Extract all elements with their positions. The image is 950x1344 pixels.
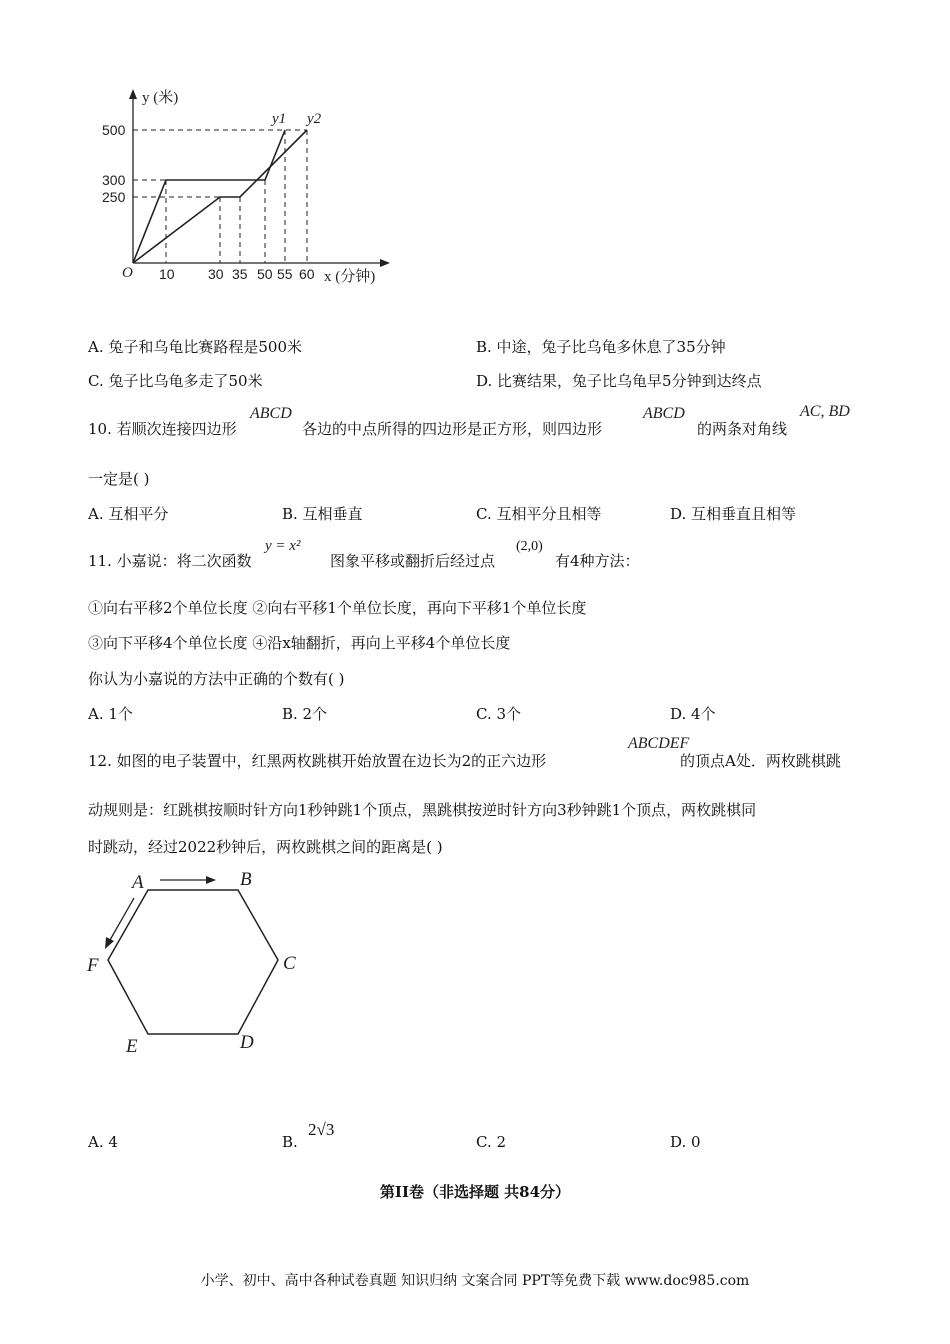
q10-option-b: B. 互相垂直 xyxy=(282,505,363,523)
vertex-d: D xyxy=(240,1032,254,1053)
q10-option-a: A. 互相平分 xyxy=(88,505,169,523)
vertex-c: C xyxy=(283,953,296,974)
arrow-down-left-icon xyxy=(105,937,114,949)
y2-label: y2 xyxy=(307,111,322,127)
footer-text: 小学、初中、高中各种试卷真题 知识归纳 文案合同 PPT等免费下载 www.doc985.com xyxy=(200,1273,750,1289)
q10-line-2: 一定是( ) xyxy=(88,470,150,488)
q12-line-3: 时跳动，经过2022秒钟后，两枚跳棋之间的距离是( ) xyxy=(88,838,443,856)
q11-method-line-2: ③向下平移4个单位长度 ④沿x轴翻折，再向上平移4个单位长度 xyxy=(88,634,511,652)
xtick-30: 30 xyxy=(208,266,224,282)
q11-question: 你认为小嘉说的方法中正确的个数有( ) xyxy=(88,670,345,688)
vertex-a: A xyxy=(132,872,144,893)
q12-option-d: D. 0 xyxy=(670,1133,701,1151)
vertex-f: F xyxy=(87,955,99,976)
q12-option-a: A. 4 xyxy=(88,1133,118,1151)
q11-text-2: 图象平移或翻折后经过点 xyxy=(330,552,496,570)
q9-option-b: B. 中途，兔子比乌龟多休息了35分钟 xyxy=(476,338,726,356)
x-axis-label: x (分钟) xyxy=(324,269,376,285)
ytick-250: 250 xyxy=(102,189,126,205)
q12-math-hexagon: ABCDEF xyxy=(628,735,690,752)
section-title: 第II卷（非选择题 共84分） xyxy=(379,1183,571,1201)
q12-option-b-value: 2√3 xyxy=(308,1120,335,1139)
xtick-35: 35 xyxy=(232,266,248,282)
xtick-50: 50 xyxy=(257,266,273,282)
origin-label: O xyxy=(122,265,133,281)
q10-option-c: C. 互相平分且相等 xyxy=(476,505,602,523)
q10-math-abcd-1: ABCD xyxy=(250,405,292,422)
hexagon-figure xyxy=(80,860,320,1060)
q12-text-1: 12. 如图的电子装置中，红黑两枚跳棋开始放置在边长为2的正六边形 xyxy=(88,752,547,770)
q10-text-2: 各边的中点所得的四边形是正方形，则四边形 xyxy=(302,420,603,438)
q11-method-line-1: ①向右平移2个单位长度 ②向右平移1个单位长度，再向下平移1个单位长度 xyxy=(88,599,587,617)
q12-option-b: B. xyxy=(282,1133,298,1151)
y1-label: y1 xyxy=(272,111,287,127)
arrow-right-icon xyxy=(206,876,216,884)
q10-math-diagonals: AC, BD xyxy=(800,403,850,420)
q12-option-c: C. 2 xyxy=(476,1133,507,1151)
q11-option-c: C. 3个 xyxy=(476,705,522,723)
q10-text-3: 的两条对角线 xyxy=(697,420,788,438)
distance-time-graph xyxy=(100,85,400,295)
xtick-55: 55 xyxy=(277,266,293,282)
q11-option-a: A. 1个 xyxy=(88,705,133,723)
hexagon-shape xyxy=(108,890,278,1034)
vertex-e: E xyxy=(126,1036,138,1057)
q11-option-d: D. 4个 xyxy=(670,705,716,723)
ytick-300: 300 xyxy=(102,172,126,188)
q9-option-c: C. 兔子比乌龟多走了50米 xyxy=(88,372,263,390)
q11-text-3: 有4种方法： xyxy=(555,552,640,570)
ytick-500: 500 xyxy=(102,122,126,138)
q10-math-abcd-2: ABCD xyxy=(643,405,685,422)
q11-text-1: 11. 小嘉说：将二次函数 xyxy=(88,552,252,570)
q11-math-function: y = x² xyxy=(265,538,301,554)
y-axis-label: y (米) xyxy=(142,90,179,106)
xtick-60: 60 xyxy=(299,266,315,282)
q10-option-d: D. 互相垂直且相等 xyxy=(670,505,797,523)
vertex-b: B xyxy=(240,869,252,890)
q12-text-2: 的顶点A处．两枚跳棋跳 xyxy=(680,752,841,770)
q11-math-point: (2,0) xyxy=(516,539,543,554)
q9-option-d: D. 比赛结果，兔子比乌龟早5分钟到达终点 xyxy=(476,372,762,390)
q11-option-b: B. 2个 xyxy=(282,705,328,723)
xtick-10: 10 xyxy=(159,266,175,282)
q12-line-2: 动规则是：红跳棋按顺时针方向1秒钟跳1个顶点，黑跳棋按逆时针方向3秒钟跳1个顶点，两枚跳棋同 xyxy=(88,801,757,819)
q9-option-a: A. 兔子和乌龟比赛路程是500米 xyxy=(88,338,303,356)
q10-text-1: 10. 若顺次连接四边形 xyxy=(88,420,237,438)
